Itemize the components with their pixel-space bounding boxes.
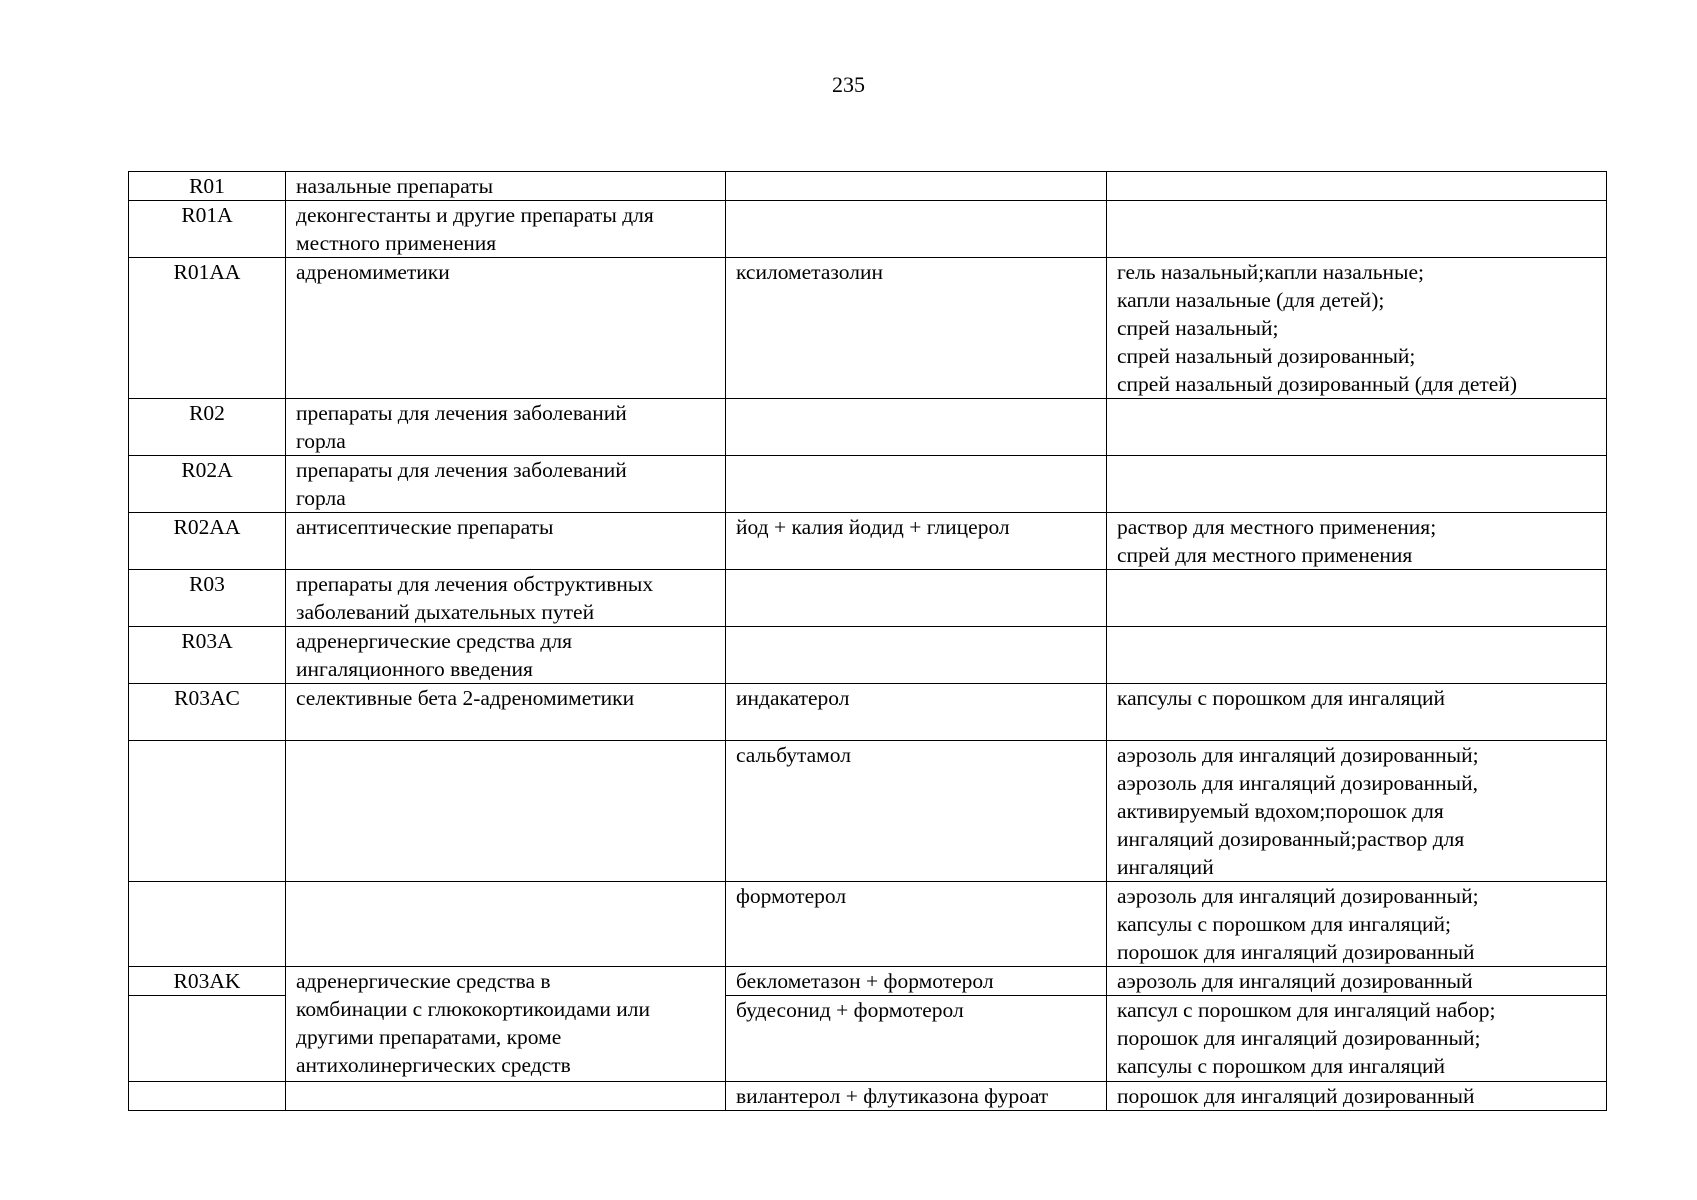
drug-name-cell	[726, 456, 1107, 513]
atc-code-cell: R02	[129, 399, 286, 456]
dosage-form-cell: аэрозоль для ингаляций дозированный; аэрозоль для ингаляций дозированный, активируемый вдохом;порошок для ингаляций дозированный;раствор для ингаляций	[1107, 741, 1607, 882]
atc-code-cell	[129, 882, 286, 967]
table-row	[129, 570, 1607, 627]
table-row	[129, 172, 1607, 201]
drug-name-cell: сальбутамол	[726, 741, 1107, 882]
pharmacological-group-cell: препараты для лечения заболеваний горла	[286, 399, 726, 456]
atc-code-cell: R01A	[129, 201, 286, 258]
pharmacological-group-cell: препараты для лечения обструктивных заболеваний дыхательных путей	[286, 570, 726, 627]
atc-code-cell: R03A	[129, 627, 286, 684]
drug-name-cell: вилантерол + флутиказона фуроат	[726, 1082, 1107, 1111]
atc-code-cell: R03AK	[129, 967, 286, 996]
atc-code-cell	[129, 741, 286, 882]
drug-name-cell: будесонид + формотерол	[726, 996, 1107, 1082]
dosage-form-cell	[1107, 172, 1607, 201]
pharmacological-group-cell: адреномиметики	[286, 258, 726, 399]
page-number: 235	[832, 72, 865, 97]
dosage-form-cell: раствор для местного применения; спрей для местного применения	[1107, 513, 1607, 570]
table-row	[129, 258, 1607, 399]
atc-code-cell: R02A	[129, 456, 286, 513]
atc-code-cell: R01AA	[129, 258, 286, 399]
table-row	[129, 513, 1607, 570]
pharmacological-group-cell: деконгестанты и другие препараты для местного применения	[286, 201, 726, 258]
atc-code-cell: R03	[129, 570, 286, 627]
atc-code-cell	[129, 996, 286, 1082]
dosage-form-cell: аэрозоль для ингаляций дозированный	[1107, 967, 1607, 996]
pharmacological-group-cell: адренергические средства в комбинации с глюкокортикоидами или другими препаратами, кроме антихолинергических средств	[286, 967, 726, 1082]
pharmacological-group-cell	[286, 1082, 726, 1111]
table-row	[129, 882, 1607, 967]
table-row	[129, 399, 1607, 456]
pharmacological-group-cell	[286, 882, 726, 967]
drug-name-cell: беклометазон + формотерол	[726, 967, 1107, 996]
table-row	[129, 201, 1607, 258]
dosage-form-cell: капсулы с порошком для ингаляций	[1107, 684, 1607, 741]
table-row	[129, 741, 1607, 882]
dosage-form-cell	[1107, 570, 1607, 627]
pharmacological-group-cell	[286, 741, 726, 882]
pharmacological-group-cell: антисептические препараты	[286, 513, 726, 570]
drug-name-cell: ксилометазолин	[726, 258, 1107, 399]
drug-name-cell	[726, 172, 1107, 201]
table-row	[129, 1082, 1607, 1111]
table-row	[129, 967, 1607, 996]
dosage-form-cell: порошок для ингаляций дозированный	[1107, 1082, 1607, 1111]
drug-name-cell	[726, 201, 1107, 258]
pharmacological-group-cell: селективные бета 2-адреномиметики	[286, 684, 726, 741]
drug-name-cell	[726, 627, 1107, 684]
dosage-form-cell: аэрозоль для ингаляций дозированный; капсулы с порошком для ингаляций; порошок для ингаляций дозированный	[1107, 882, 1607, 967]
dosage-form-cell: капсул с порошком для ингаляций набор; порошок для ингаляций дозированный; капсулы с порошком для ингаляций	[1107, 996, 1607, 1082]
pharmacological-group-cell: препараты для лечения заболеваний горла	[286, 456, 726, 513]
dosage-form-cell	[1107, 456, 1607, 513]
drug-name-cell	[726, 570, 1107, 627]
table-body	[129, 172, 1607, 1111]
drug-name-cell	[726, 399, 1107, 456]
drug-name-cell: формотерол	[726, 882, 1107, 967]
drug-classification-table	[128, 171, 1607, 1111]
table-row	[129, 456, 1607, 513]
dosage-form-cell	[1107, 627, 1607, 684]
pharmacological-group-cell: назальные препараты	[286, 172, 726, 201]
atc-code-cell: R03AC	[129, 684, 286, 741]
atc-code-cell: R02AA	[129, 513, 286, 570]
dosage-form-cell: гель назальный;капли назальные; капли назальные (для детей); спрей назальный; спрей назальный дозированный; спрей назальный дозированный (для детей)	[1107, 258, 1607, 399]
atc-code-cell: R01	[129, 172, 286, 201]
table-row	[129, 684, 1607, 741]
atc-code-cell	[129, 1082, 286, 1111]
drug-name-cell: индакатерол	[726, 684, 1107, 741]
dosage-form-cell	[1107, 399, 1607, 456]
pharmacological-group-cell: адренергические средства для ингаляционного введения	[286, 627, 726, 684]
drug-name-cell: йод + калия йодид + глицерол	[726, 513, 1107, 570]
table-row	[129, 627, 1607, 684]
dosage-form-cell	[1107, 201, 1607, 258]
